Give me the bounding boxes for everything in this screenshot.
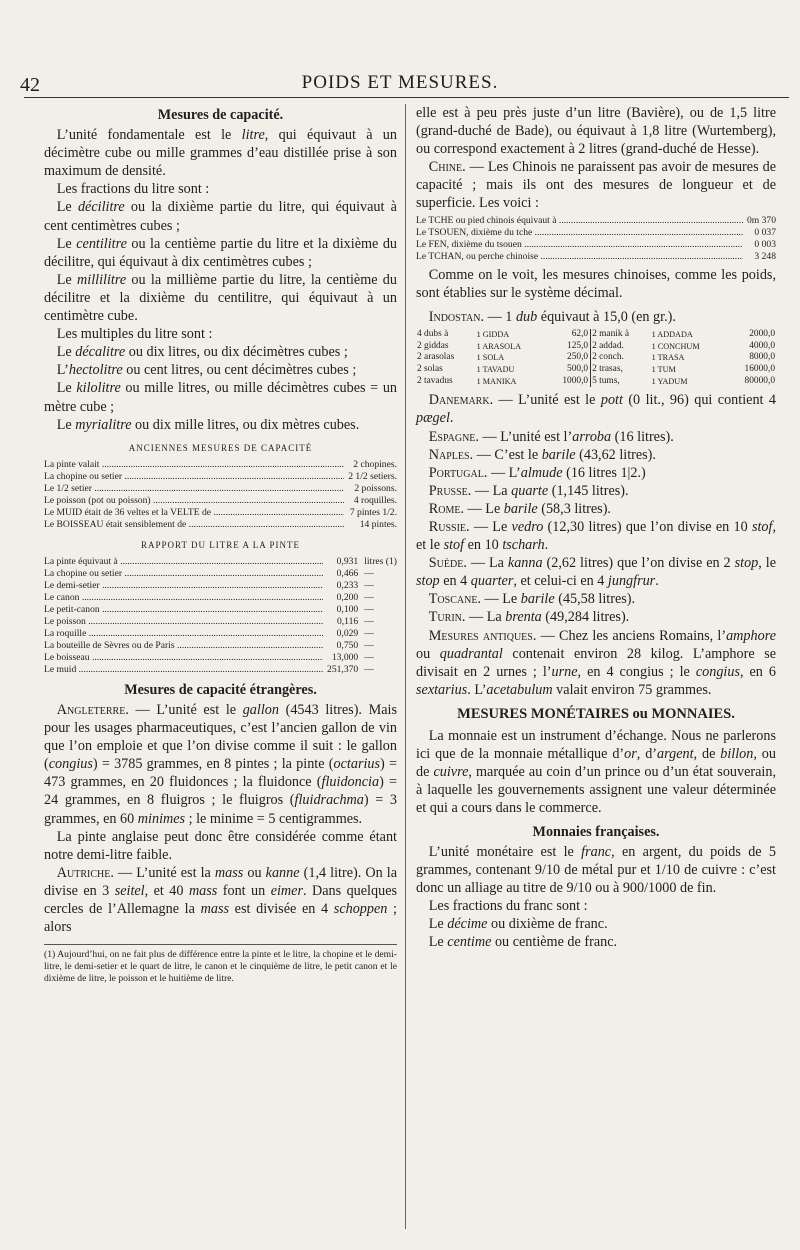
table-row [44,483,397,495]
row-value: 2 poissons. [354,482,397,494]
row-label: La pinte équivaut à ..... [44,556,323,568]
row-label: La roquille ..... [44,628,323,640]
anciennes-mesures-title: ANCIENNES MESURES DE CAPACITÉ [128,442,313,453]
table-cell: 5 tums, [592,375,620,386]
paragraph-centilitre: Le centilitre ou la centième partie du litre et la dixième du décilitre, qui équivaut à dix centimètres cubes ; [44,235,398,270]
header-rule [24,97,789,98]
row-label: Le muid ..... [44,664,323,676]
paragraph-kilolitre: Le kilolitre ou mille litres, ou mille décimètres cubes = un mètre cube ; [44,380,398,415]
row-value: 0,029 [336,627,359,639]
row-label: Le canon ..... [44,592,323,604]
paragraph-mesures-antiques: Mesures antiques. — Chez les anciens Romains, l’amphore ou quadrantal contenait environ 28 kilog. L’amphore se divisait en 2 urnes ; l’urne, en 4 congius ; le congius, en 6 sextarius. L’acetabulum valait environ 75 grammes. [416,627,777,698]
row-label: Le poisson ..... [44,616,323,628]
row-value: 4 roquilles. [353,494,397,506]
row-label: La chopine ou setier ..... [44,568,323,580]
row-unit: — [364,639,374,651]
table-cell: 1 ARASOLA [476,341,521,351]
table-cell: 2 arasolas [417,352,455,363]
table-row [416,215,776,227]
paragraph-chine-systeme: Comme on le voit, les mesures chinoises, comme les poids, sont établies sur le système décimal. [416,266,776,301]
row-label: Le boisseau ..... [44,652,323,664]
row-value: 2 chopines. [353,458,397,470]
paragraph-danemark: Danemark. — L’unité est le pott (0 lit., 96) qui contient 4 pægel. [416,392,776,427]
table-row [416,341,776,353]
rapport-title: RAPPORT DU LITRE A LA PINTE [140,539,301,550]
table-cell: 1 SOLA [476,353,505,363]
row-value: 14 pintes. [359,518,397,530]
row-label: Le BOISSEAU était sensiblement de ..... [44,519,344,531]
table-row [416,329,776,341]
row-label: Le poisson (pot ou poisson) ..... [44,495,344,507]
section-heading-monnaies: MESURES MONÉTAIRES ou MONNAIES. [457,705,735,722]
paragraph-millilitre: Le millilitre ou la millième partie du litre, la centième du décilitre et la dixième du centilitre, qui équivaut à un centimètre cube. [44,271,397,325]
table-row [416,251,776,263]
table-cell: 2 giddas [417,340,449,351]
paragraph-turin: Turin. — La brenta (49,284 litres). [428,609,630,626]
row-label: Le petit-canon ..... [44,604,323,616]
paragraph-rome: Rome. — Le barile (58,3 litres). [428,500,611,517]
paragraph-suede: Suède. — La kanna (2,62 litres) que l’on divise en 2 stop, le stop en 4 quarter, et celui-ci en 4 jungfrur. [416,555,777,590]
table-cell: 16000,0 [744,363,775,374]
row-value: 0,750 [336,639,359,651]
row-label: La chopine ou setier ..... [44,471,344,483]
anciennes-mesures-table [44,459,397,531]
table-cell: 125,0 [546,341,591,353]
column-divider [405,104,406,1229]
running-title: POIDS ET MESURES. [301,72,499,93]
row-unit: litres (1) [364,555,397,567]
row-value: 0,466 [336,567,359,579]
table-row [416,364,776,376]
chine-table [416,215,776,263]
row-value: 0 003 [754,238,776,250]
table-row [44,507,397,519]
table-row [44,495,397,507]
row-label: Le MUID était de 36 veltes et la VELTE de ..... [44,507,344,519]
paragraph-espagne: Espagne. — L’unité est l’arroba (16 litres). [428,428,674,445]
row-label: Le FEN, dixième du tsouen ..... [416,239,743,251]
paragraph-chine: Chine. — Les Chinois ne paraissent pas avoir de mesures de capacité ; mais ils ont des mesures de longueur et de superficie. Les voici : [416,159,776,212]
table-row [44,652,397,664]
table-row [44,459,397,471]
row-unit: — [364,627,374,639]
table-cell: 2 conch. [592,352,624,363]
table-cell: 2 manik à [592,328,630,339]
table-cell: 2 solas [417,363,443,374]
left-column [44,104,397,985]
table-cell: 250,0 [546,352,591,364]
paragraph-toscane: Toscane. — Le barile (45,58 litres). [428,591,636,608]
table-cell: 2 trasas, [592,363,623,374]
table-cell: 1 TRASA [651,353,685,363]
row-unit: — [364,603,374,615]
section-heading-monnaies-francaises: Monnaies françaises. [532,823,660,840]
row-value: 251,370 [327,663,359,675]
row-label: Le TCHE ou pied chinois équivaut à ..... [416,215,743,227]
table-row [44,471,397,483]
paragraph-decilitre: Le décilitre ou la dixième partie du litre, qui équivaut à cent centimètres cubes ; [44,199,397,234]
table-cell: 4 dubs à [417,328,449,339]
table-cell: 1 MANIKA [476,376,517,386]
table-row [44,616,397,628]
paragraph-prusse: Prusse. — La quarte (1,145 litres). [428,482,629,499]
table-row [44,519,397,531]
row-unit: — [364,591,374,603]
table-row [44,556,397,568]
row-unit: — [364,651,374,663]
table-cell: 62,0 [546,329,591,341]
table-cell: 500,0 [546,364,591,376]
row-value: 2 1/2 setiers. [348,470,397,482]
paragraph-centime: Le centime ou centième de franc. [428,934,618,951]
row-unit: — [364,663,374,675]
row-value: 0,931 [336,555,359,567]
row-label: La pinte valait ..... [44,459,344,471]
row-value: 13,000 [331,651,359,663]
table-cell: 1 CONCHUM [651,341,700,351]
row-value: 7 pintes 1/2. [349,506,397,518]
paragraph-myrialitre: Le myrialitre ou dix mille litres, ou dix mètres cubes. [56,416,360,433]
table-cell: 2000,0 [749,328,775,339]
table-cell: 1 YADUM [651,376,688,386]
page-number: 42 [20,74,40,96]
table-cell: 1 ADDADA [651,329,693,339]
paragraph-angleterre: Angleterre. — L’unité est le gallon (4543 litres). Mais pour les usages pharmaceutiques, c’est l’ancien gallon de vin que l’on emploie et que l’on divise comme il suit : le gallon (congius) = 3785 grammes, en 8 pintes ; la pinte (octarius) = 473 grammes, en 20 fluidonces ; la fluidonce (fluidoncia) = 24 grammes, en 8 fluigros ; le fluigros (fluidrachma) = 3 grammes, en 60 minimes ; le minime = 5 centigrammes. [44,701,397,827]
row-label: Le 1/2 setier ..... [44,483,344,495]
paragraph-decalitre: Le décalitre ou dix litres, ou dix décimètres cubes ; [56,344,348,361]
table-cell: 2 addad. [592,340,624,351]
table-row [416,376,776,388]
section-heading-capacite: Mesures de capacité. [157,107,284,123]
paragraph-unite: L’unité fondamentale est le litre, qui équivaut à un décimètre cube ou mille grammes d’eau distillée prise à son maximum de densité. [44,127,397,180]
table-cell: 80000,0 [744,375,775,386]
paragraph-continuation: elle est à peu près juste d’un litre (Bavière), ou de 1,5 litre (grand-duché de Bade), ou équivaut à 1,8 litre (Wurtemberg), ou correspond exactement à 2 litres (grand-duché de Hesse). [416,105,776,158]
row-value: 0m 370 [746,214,776,226]
table-cell: 2 tavadus [417,375,453,386]
table-cell: 4000,0 [749,340,775,351]
table-row [44,640,397,652]
paragraph-hectolitre: L’hectolitre ou cent litres, ou cent décimètres cubes ; [56,362,357,379]
paragraph-fractions: Les fractions du litre sont : [56,181,210,198]
row-value: 0,233 [336,579,359,591]
row-value: 3 248 [754,250,776,262]
paragraph-multiples: Les multiples du litre sont : [56,326,213,343]
table-cell: 1 GIDDA [476,329,510,339]
paragraph-pinte-anglaise: La pinte anglaise peut donc être considérée comme étant notre demi-litre faible. [44,828,397,863]
footnote: (1) Aujourd’hui, on ne fait plus de différence entre la pinte et le litre, la chopine et le demi-litre, le demi-setier et le quart de litre, le canon et le cinquième de litre, le petit canon et le dixième de litre, le poisson et le huitième de litre. [44,944,397,984]
section-heading-etrangeres: Mesures de capacité étrangères. [124,681,317,698]
paragraph-naples: Naples. — C’est le barile (43,62 litres). [428,446,656,463]
table-row [44,628,397,640]
row-value: 0,200 [336,591,359,603]
row-unit: — [364,579,374,591]
table-cell: 8000,0 [749,352,775,363]
table-row [44,592,397,604]
row-label: Le TCHAN, ou perche chinoise ..... [416,251,743,263]
paragraph-indostan: Indostan. — 1 dub équivaut à 15,0 (en gr.). [428,308,676,325]
row-value: 0,100 [336,603,359,615]
table-row [416,227,776,239]
indostan-table [416,329,776,388]
row-label: Le TSOUEN, dixième du tche ..... [416,227,743,239]
table-row [44,568,397,580]
row-label: La bouteille de Sèvres ou de Paris ..... [44,640,323,652]
rapport-table [44,556,397,676]
right-column [416,104,776,951]
paragraph-franc: L’unité monétaire est le franc, en argent, du poids de 5 grammes, contenant 9/10 de métal pur et 1/10 de cuivre : c’est donc un alliage au titre de 9/10 ou à 900/1000 de fin. [416,843,777,896]
table-cell: 1000,0 [546,376,591,388]
row-unit: — [364,567,374,579]
paragraph-autriche: Autriche. — L’unité est la mass ou kanne (1,4 litre). On la divise en 3 seitel, et 40 mass font un eimer. Dans quelques cercles de l’Allemagne la mass est divisée en 4 schoppen ; alors [44,864,398,936]
paragraph-monnaie: La monnaie est un instrument d’échange. Nous ne parlerons ici que de la monnaie métallique d’or, d’argent, de billon, ou de cuivre, marquée au coin d’un prince ou d’un état souverain, à laquelle les gouvernements assignent une valeur déterminée et qui a cours dans le commerce. [416,728,776,817]
paragraph-decime: Le décime ou dixième de franc. [428,915,608,932]
paragraph-russie: Russie. — Le vedro (12,30 litres) que l’on divise en 10 stof, et le stof en 10 tscharh. [416,519,777,554]
table-row [416,352,776,364]
row-unit: — [364,615,374,627]
table-row [44,604,397,616]
table-cell: 1 TAVADU [476,364,515,374]
table-row [44,664,397,676]
paragraph-portugal: Portugal. — L’almude (16 litres 1|2.) [428,464,646,481]
row-label: Le demi-setier ..... [44,580,323,592]
table-row [416,239,776,251]
paragraph-fractions-franc: Les fractions du franc sont : [428,897,588,914]
row-value: 0 037 [754,226,776,238]
table-row [44,580,397,592]
table-cell: 1 TUM [651,364,676,374]
row-value: 0,116 [336,615,359,627]
